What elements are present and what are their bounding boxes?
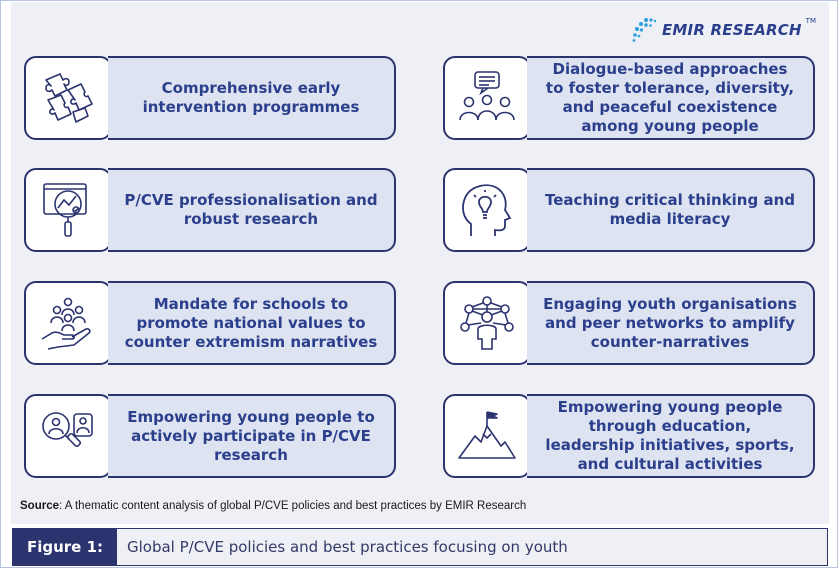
card-dialogue-approaches — [443, 56, 815, 142]
card-text-box — [527, 281, 815, 365]
card-label: Mandate for schools to promote national values to counter extremism narratives — [124, 294, 378, 351]
card-text-box — [108, 168, 396, 252]
emir-logo — [632, 10, 816, 50]
figure-title: Global P/CVE policies and best practices focusing on youth — [127, 538, 568, 556]
card-text-box — [527, 56, 815, 140]
network-person-icon — [457, 293, 517, 353]
icon-box — [443, 281, 531, 365]
card-text-box — [108, 56, 396, 140]
card-label: Comprehensive early intervention programmes — [142, 79, 360, 116]
figure-caption-bar — [12, 528, 828, 566]
logo-trademark: TM — [805, 17, 816, 25]
dialogue-group-icon — [457, 68, 517, 128]
card-text-box — [108, 394, 396, 478]
card-text-box — [108, 281, 396, 365]
card-label: Teaching critical thinking and media literacy — [545, 191, 795, 228]
icon-box — [443, 56, 531, 140]
mountain-flag-icon — [457, 406, 517, 466]
card-youth-organisations — [443, 281, 815, 367]
source-note — [20, 500, 526, 512]
card-youth-participation — [24, 394, 396, 480]
card-label: Empowering young people to actively participate in P/CVE research — [127, 407, 375, 464]
people-search-icon — [38, 406, 98, 466]
card-empowering-education — [443, 394, 815, 480]
source-text: : A thematic content analysis of global P/CVE policies and best practices by EMIR Research — [59, 500, 527, 512]
logo-text: EMIR RESEARCH — [661, 21, 802, 39]
card-label: Empowering young people through education, leadership initiatives, sports, and cultural activities — [545, 398, 795, 473]
card-label: Engaging youth organisations and peer networks to amplify counter-narratives — [543, 294, 797, 351]
hand-group-icon — [38, 293, 98, 353]
research-magnifier-icon — [38, 180, 98, 240]
card-label: Dialogue-based approaches to foster tolerance, diversity, and peaceful coexistence among young people — [545, 60, 795, 135]
logo-dots-icon — [632, 17, 658, 43]
icon-box — [443, 394, 531, 478]
card-text-box — [527, 168, 815, 252]
icon-box — [24, 56, 112, 140]
icon-box — [443, 168, 531, 252]
head-lightbulb-icon — [457, 180, 517, 240]
card-critical-thinking — [443, 168, 815, 254]
puzzle-icon — [38, 68, 98, 128]
source-label: Source — [20, 500, 59, 512]
icon-box — [24, 281, 112, 365]
card-schools-mandate — [24, 281, 396, 367]
card-label: P/CVE professionalisation and robust research — [124, 191, 378, 228]
card-professionalisation — [24, 168, 396, 254]
card-text-box — [527, 394, 815, 478]
figure-label: Figure 1: — [13, 529, 117, 565]
icon-box — [24, 394, 112, 478]
icon-box — [24, 168, 112, 252]
card-early-intervention — [24, 56, 396, 142]
